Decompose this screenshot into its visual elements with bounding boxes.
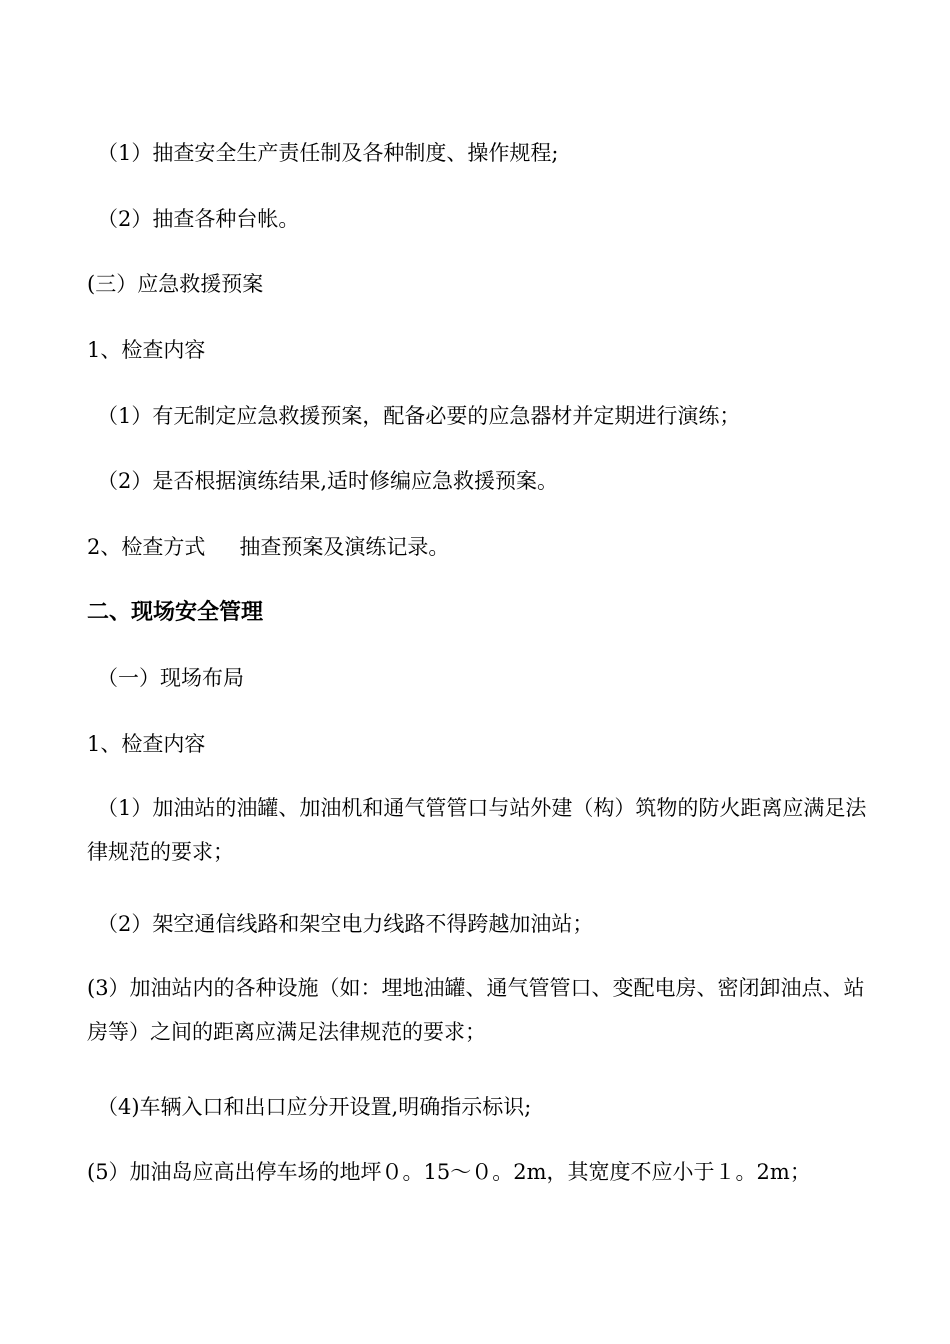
paragraph-overhead-lines: （2）架空通信线路和架空电力线路不得跨越加油站； xyxy=(97,912,594,936)
subheading-check-content: 1、检查内容 xyxy=(87,338,206,362)
paragraph-check-ledgers: （2）抽查各种台帐。 xyxy=(97,207,300,231)
check-method-value: 抽查预案及演练记录。 xyxy=(239,535,450,559)
paragraph-fire-distance: （1）加油站的油罐、加油机和通气管管口与站外建（构）筑物的防火距离应满足法律规范的要求； xyxy=(87,796,867,864)
paragraph-facility-distances: (3）加油站内的各种设施（如：埋地油罐、通气管管口、变配电房、密闭卸油点、站房等）之间的距离应满足法律规范的要求； xyxy=(87,976,865,1044)
paragraph-vehicle-entrances: （4)车辆入口和出口应分开设置,明确指示标识; xyxy=(97,1095,532,1119)
check-method-label: 2、检查方式 xyxy=(87,535,206,559)
section-heading-emergency-plan: (三）应急救援预案 xyxy=(87,272,264,296)
chapter-heading-site-safety: 二、现场安全管理 xyxy=(87,599,264,625)
paragraph-revise-plan: （2）是否根据演练结果,适时修编应急救援预案。 xyxy=(97,469,559,493)
paragraph-fuel-island: (5）加油岛应高出停车场的地坪０。15～０。2m，其宽度不应小于１。2m； xyxy=(87,1160,811,1184)
section-heading-site-layout: （一）现场布局 xyxy=(97,666,244,690)
paragraph-check-method xyxy=(87,533,877,561)
paragraph-emergency-plan-drills: （1）有无制定应急救援预案，配备必要的应急器材并定期进行演练； xyxy=(97,404,741,428)
paragraph-check-responsibility: （1）抽查安全生产责任制及各种制度、操作规程; xyxy=(97,141,559,165)
subheading-check-content-2: 1、检查内容 xyxy=(87,732,206,756)
